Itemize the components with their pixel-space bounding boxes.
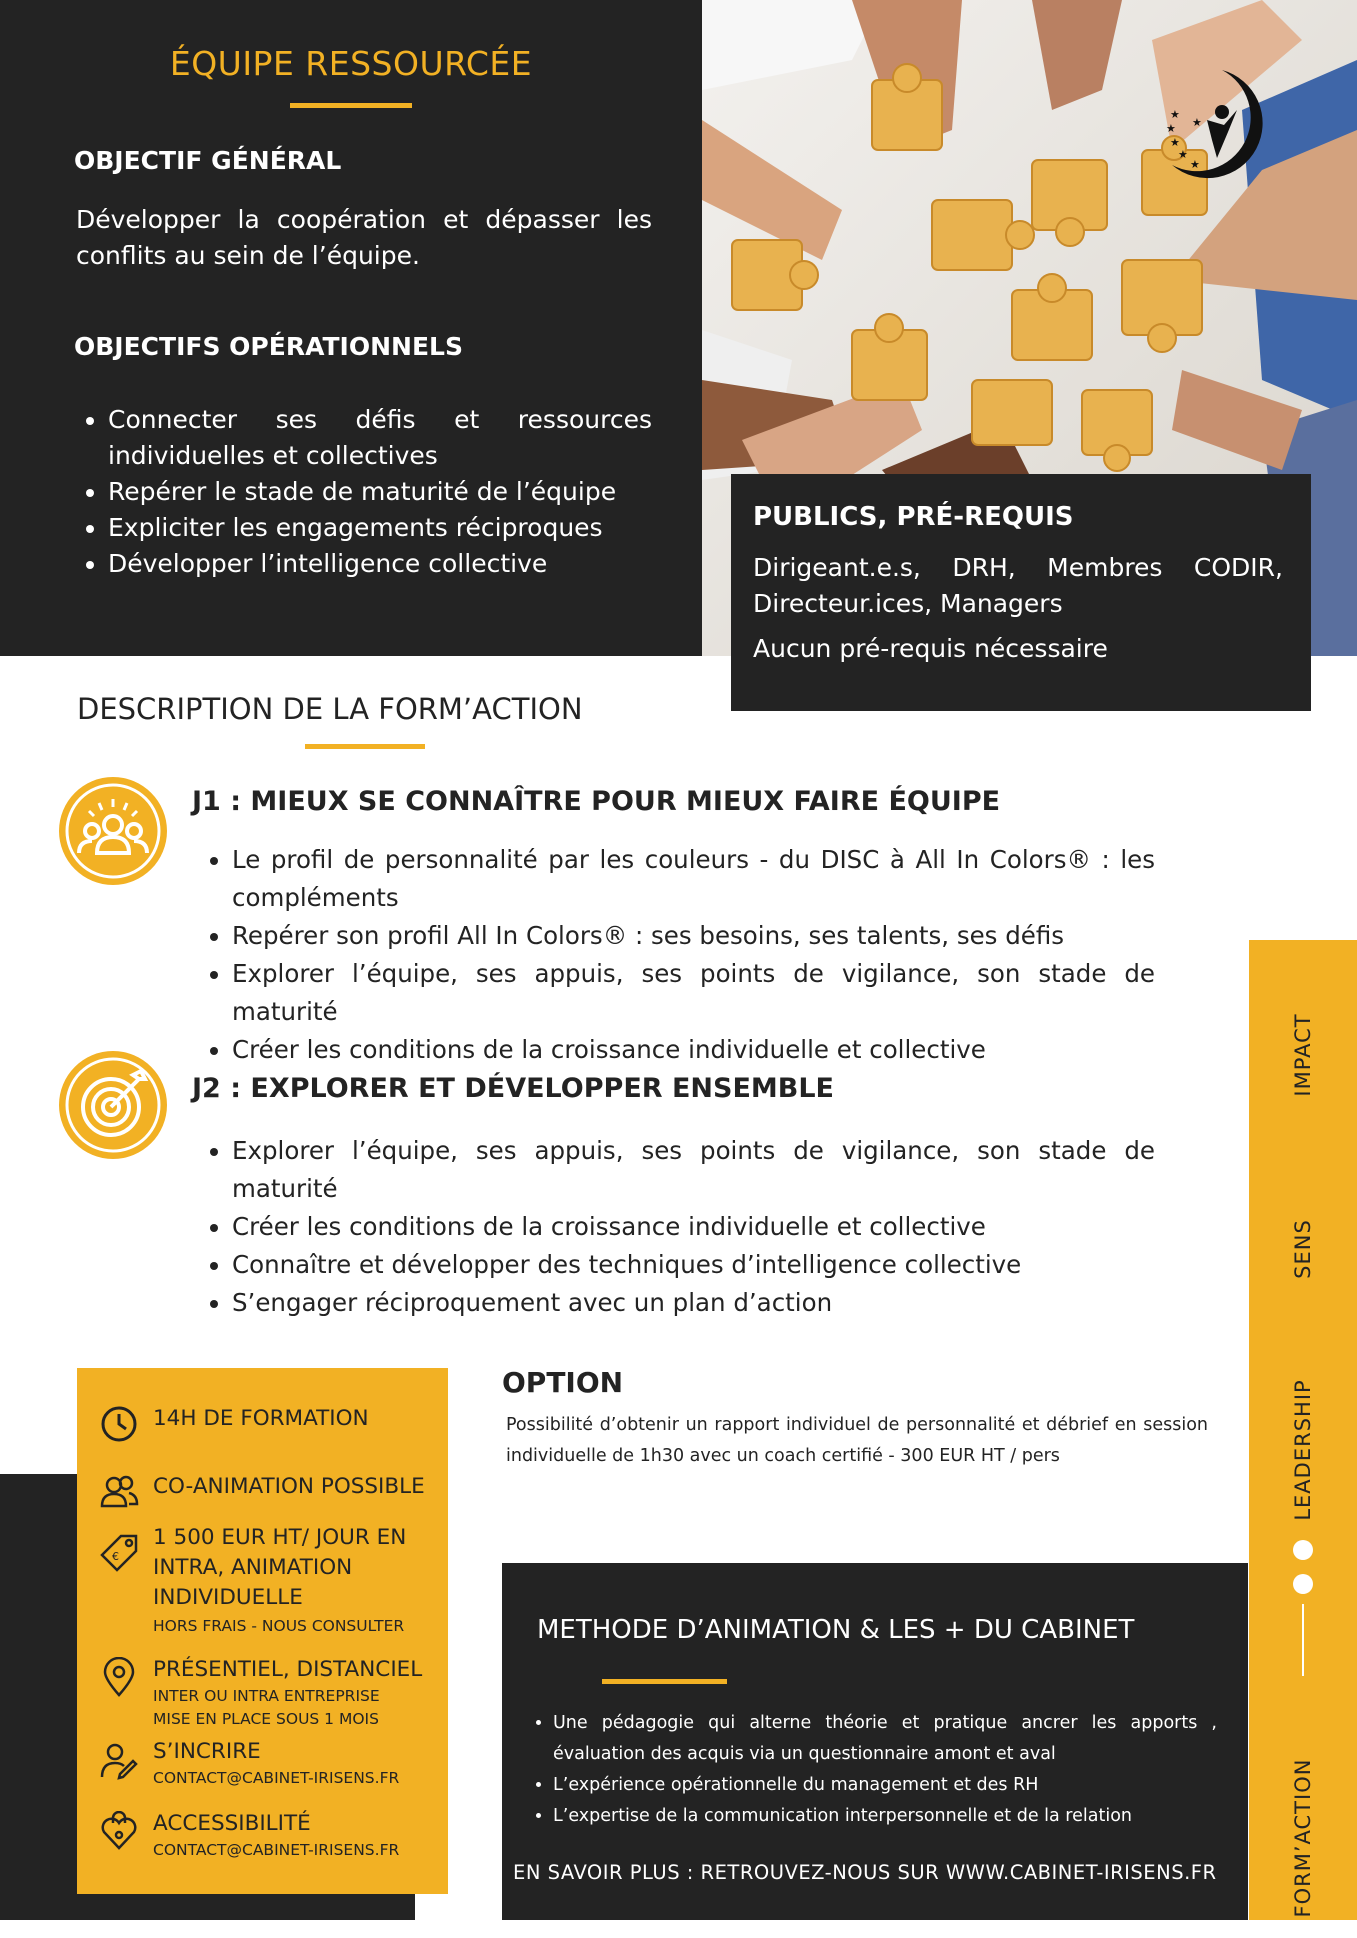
team-icon bbox=[59, 777, 167, 885]
svg-text:★: ★ bbox=[1192, 116, 1202, 129]
objectif-general-text: Développer la coopération et dépasser les conflits au sein de l’équipe. bbox=[76, 205, 652, 270]
website-footer[interactable]: EN SAVOIR PLUS : RETROUVEZ-NOUS SUR WWW.CABINET-IRISENS.FR bbox=[513, 1861, 1217, 1884]
list-item: • Explorer l’équipe, ses appuis, ses points de vigilance, son stade de maturité bbox=[232, 1132, 1155, 1208]
signup-contact[interactable]: CONTACT@CABINET-IRISENS.FR bbox=[153, 1769, 400, 1787]
price-line-2: INTRA, ANIMATION bbox=[153, 1555, 353, 1580]
heart-lock-icon bbox=[99, 1811, 139, 1851]
location-note-1: INTER OU INTRA ENTREPRISE bbox=[153, 1687, 380, 1705]
objectifs-operationnels-heading: OBJECTIFS OPÉRATIONNELS bbox=[74, 332, 463, 361]
top-panel bbox=[0, 0, 702, 656]
publics-audience: Dirigeant.e.s, DRH, Membres CODIR, Directeur.ices, Managers bbox=[753, 553, 1283, 618]
sidebar-word-impact: IMPACT bbox=[1291, 1013, 1315, 1097]
list-item: • S’engager réciproquement avec un plan d’action bbox=[232, 1284, 1155, 1322]
clock-icon bbox=[99, 1404, 139, 1444]
methode-list bbox=[527, 1708, 1217, 1832]
access-text: ACCESSIBILITÉ bbox=[153, 1811, 311, 1836]
location-pin-icon bbox=[99, 1657, 139, 1697]
page-title: ÉQUIPE RESSOURCÉE bbox=[169, 44, 533, 83]
people-icon bbox=[99, 1472, 139, 1512]
option-heading: OPTION bbox=[502, 1366, 624, 1399]
list-item: • Explorer l’équipe, ses appuis, ses points de vigilance, son stade de maturité bbox=[232, 955, 1155, 1031]
day2-title: J2 : EXPLORER ET DÉVELOPPER ENSEMBLE bbox=[192, 1073, 834, 1104]
list-item: • Créer les conditions de la croissance individuelle et collective bbox=[232, 1208, 1155, 1246]
info-box bbox=[77, 1368, 448, 1894]
coanimation-text: CO-ANIMATION POSSIBLE bbox=[153, 1474, 425, 1499]
svg-text:★: ★ bbox=[1178, 148, 1188, 161]
objectifs-operationnels-list bbox=[76, 402, 652, 582]
target-icon bbox=[59, 1051, 167, 1159]
description-underline bbox=[305, 744, 425, 749]
user-edit-icon bbox=[99, 1741, 139, 1781]
price-note: HORS FRAIS - NOUS CONSULTER bbox=[153, 1617, 405, 1635]
list-item: • Repérer son profil All In Colors® : ses besoins, ses talents, ses défis bbox=[232, 917, 1155, 955]
list-item: • L’expérience opérationnelle du management et des RH bbox=[553, 1770, 1217, 1801]
methode-heading: METHODE D’ANIMATION & LES + DU CABINET bbox=[537, 1615, 1135, 1645]
list-item: • L’expertise de la communication interpersonnelle et de la relation bbox=[553, 1801, 1217, 1832]
list-item: • Expliciter les engagements réciproques bbox=[108, 510, 652, 546]
description-heading: DESCRIPTION DE LA FORM’ACTION bbox=[77, 692, 583, 726]
day1-title: J1 : MIEUX SE CONNAÎTRE POUR MIEUX FAIRE ÉQUIPE bbox=[192, 786, 1001, 817]
svg-text:€: € bbox=[112, 1550, 119, 1563]
sidebar-dot bbox=[1293, 1574, 1313, 1594]
sidebar-line bbox=[1302, 1604, 1304, 1676]
list-item: • Le profil de personnalité par les couleurs - du DISC à All In Colors® : les compléments bbox=[232, 841, 1155, 917]
location-note-2: MISE EN PLACE SOUS 1 MOIS bbox=[153, 1710, 379, 1728]
price-line-3: INDIVIDUELLE bbox=[153, 1585, 303, 1610]
list-item: • Connaître et développer des techniques d’intelligence collective bbox=[232, 1246, 1155, 1284]
publics-prerequis: Aucun pré-requis nécessaire bbox=[753, 634, 1108, 663]
list-item: • Repérer le stade de maturité de l’équipe bbox=[108, 474, 652, 510]
sidebar-word-formaction: FORM’ACTION bbox=[1291, 1758, 1315, 1918]
methode-box bbox=[502, 1563, 1248, 1920]
sidebar-word-sens: SENS bbox=[1291, 1219, 1315, 1279]
sidebar-dot bbox=[1293, 1540, 1313, 1560]
svg-text:★: ★ bbox=[1170, 108, 1180, 121]
list-item: • Développer l’intelligence collective bbox=[108, 546, 652, 582]
list-item: • Une pédagogie qui alterne théorie et pratique ancrer les apports , évaluation des acquis via un questionnaire amont et aval bbox=[553, 1708, 1217, 1770]
list-item: • Créer les conditions de la croissance individuelle et collective bbox=[232, 1031, 1155, 1069]
price-tag-icon bbox=[99, 1533, 139, 1573]
publics-box bbox=[731, 474, 1311, 711]
list-item: • Connecter ses défis et ressources individuelles et collectives bbox=[108, 402, 652, 474]
svg-text:★: ★ bbox=[1166, 122, 1176, 135]
svg-text:★: ★ bbox=[1190, 158, 1200, 171]
option-text: Possibilité d’obtenir un rapport individuel de personnalité et débrief en session individuelle de 1h30 avec un coach certifié - 300 EUR HT / pers bbox=[506, 1415, 1208, 1466]
price-line-1: 1 500 EUR HT/ JOUR EN bbox=[153, 1525, 407, 1550]
methode-underline bbox=[602, 1679, 727, 1684]
publics-heading: PUBLICS, PRÉ-REQUIS bbox=[753, 502, 1074, 532]
day2-list bbox=[200, 1132, 1155, 1322]
title-underline bbox=[290, 103, 412, 108]
day1-list bbox=[200, 841, 1155, 1069]
duration-text: 14H DE FORMATION bbox=[153, 1406, 369, 1431]
location-text: PRÉSENTIEL, DISTANCIEL bbox=[153, 1657, 423, 1682]
sidebar-word-leadership: LEADERSHIP bbox=[1291, 1379, 1315, 1521]
access-contact[interactable]: CONTACT@CABINET-IRISENS.FR bbox=[153, 1841, 400, 1859]
signup-text: S’INCRIRE bbox=[153, 1739, 261, 1764]
svg-text:★: ★ bbox=[1170, 136, 1180, 149]
objectif-general-heading: OBJECTIF GÉNÉRAL bbox=[74, 146, 342, 175]
sidebar-values bbox=[1249, 940, 1357, 1920]
